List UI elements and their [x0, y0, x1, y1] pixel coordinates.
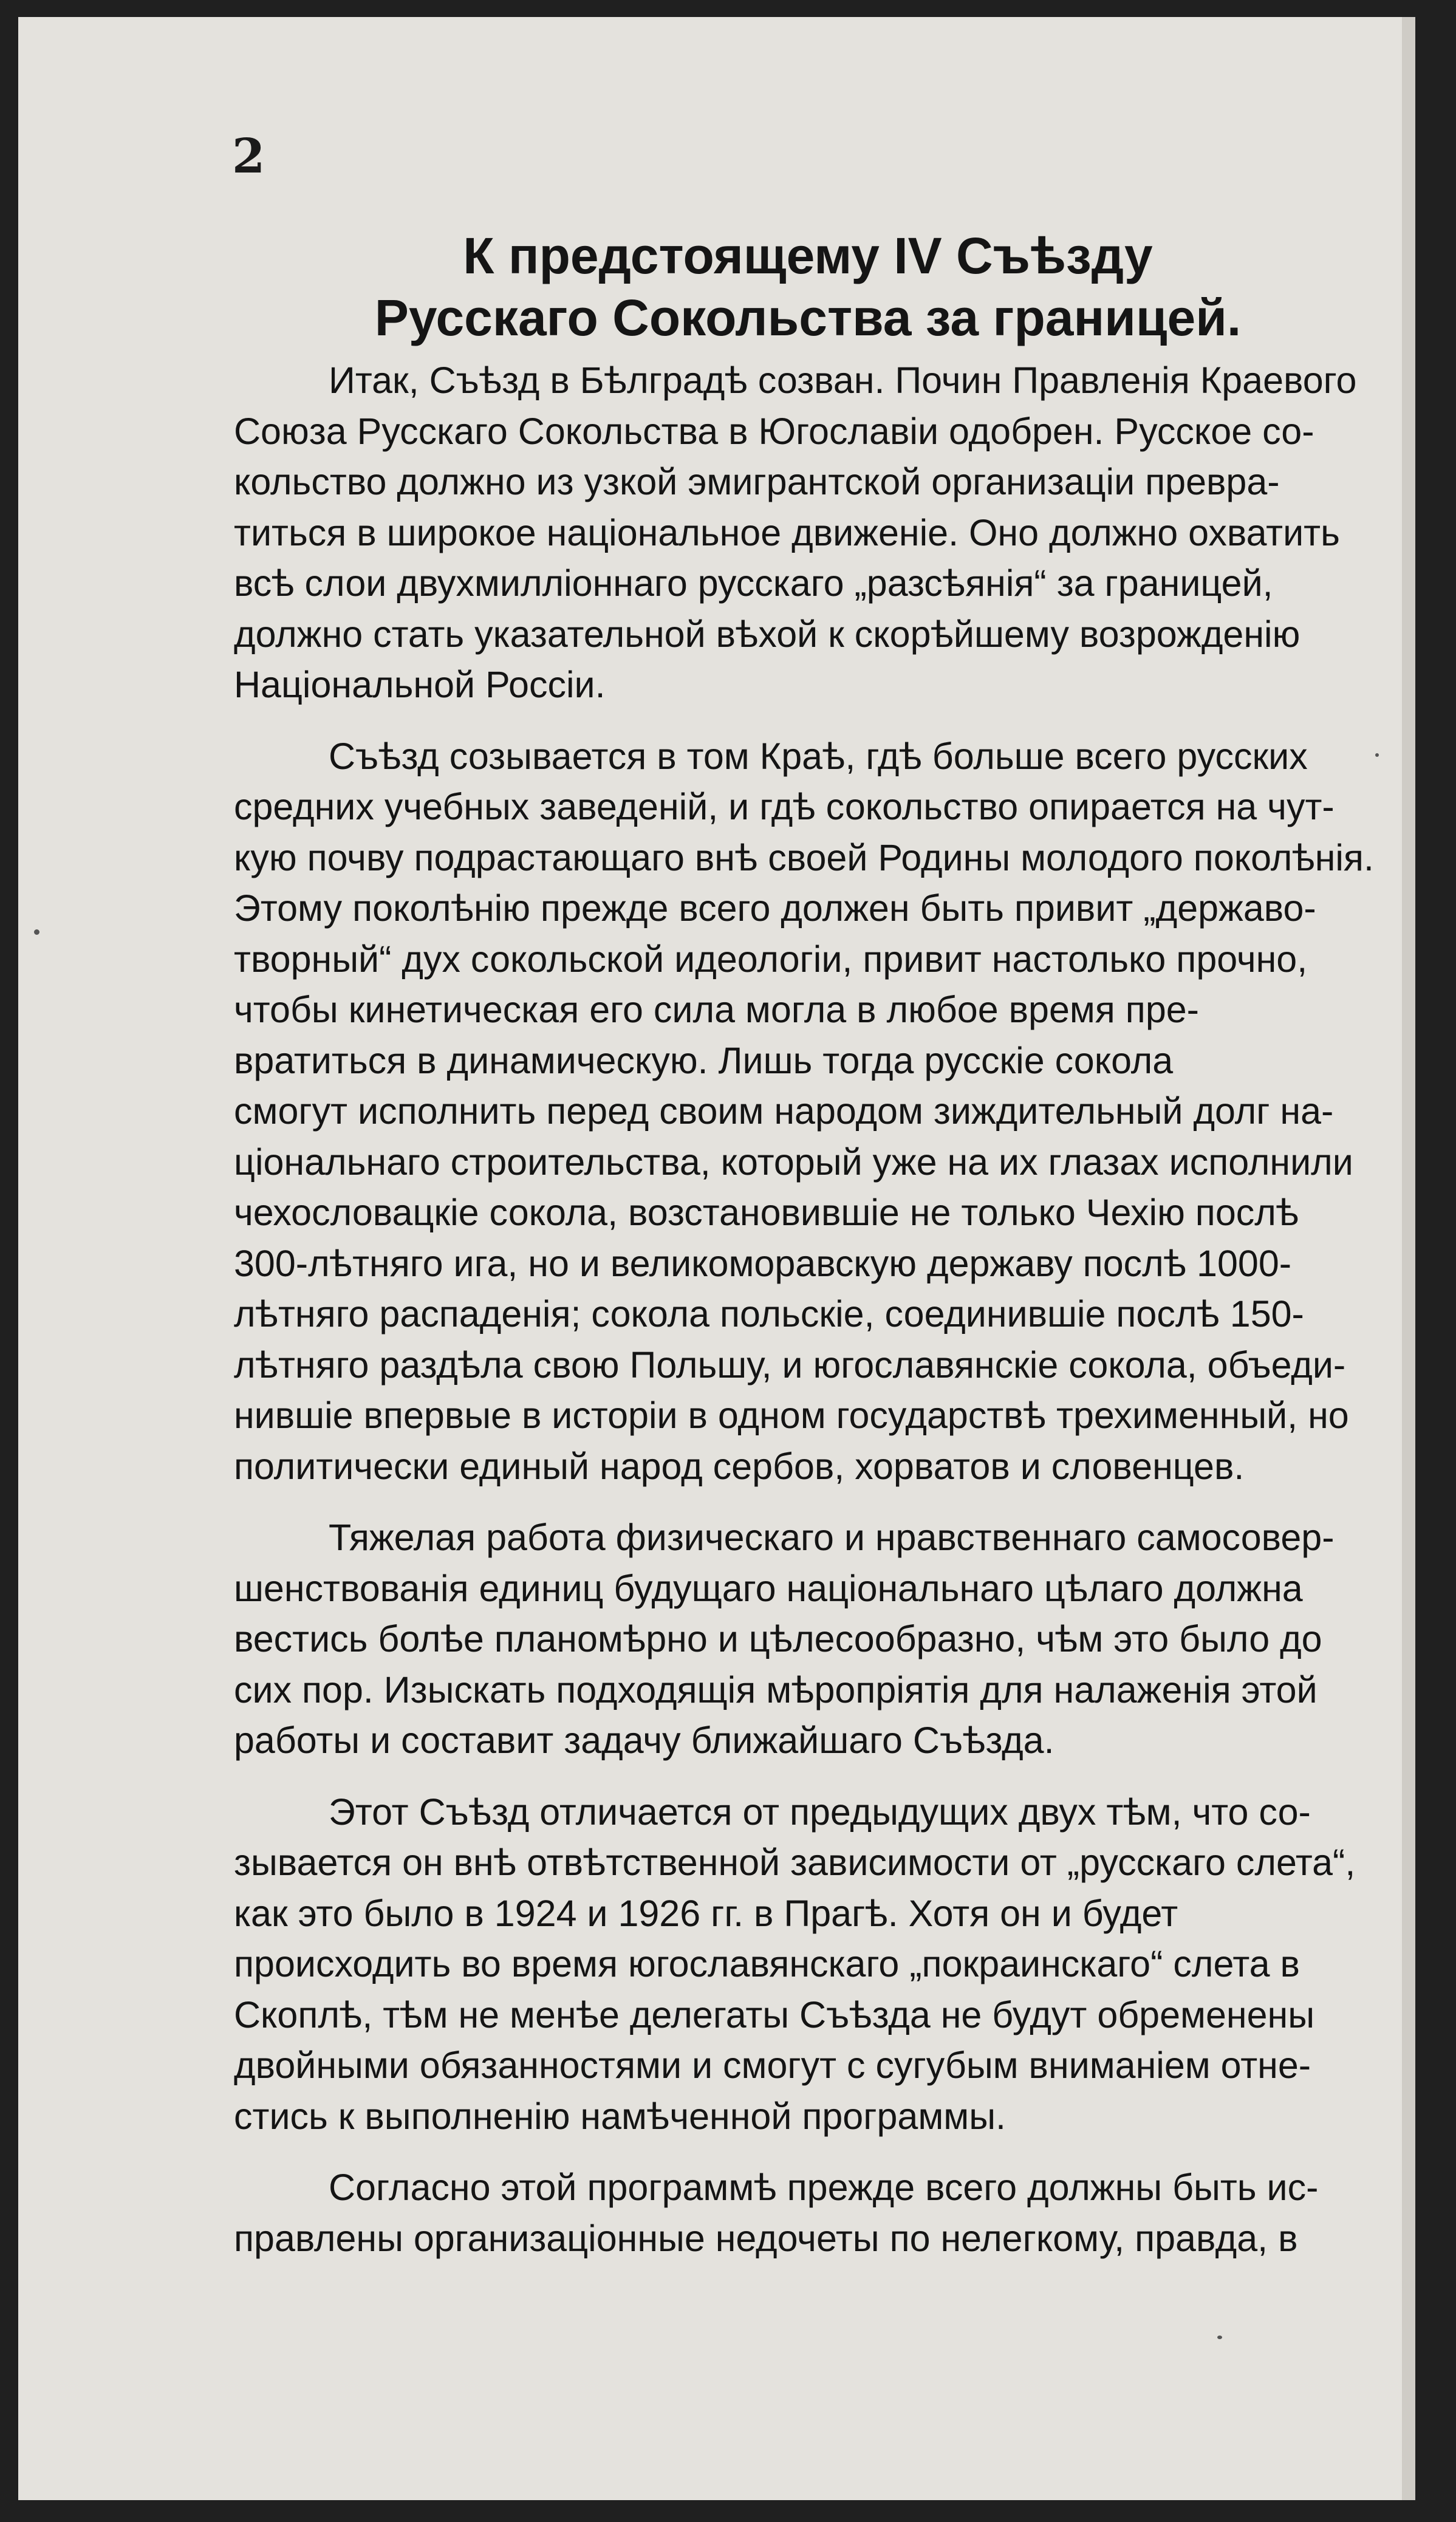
article-body [234, 355, 1385, 2264]
print-speck [34, 929, 39, 935]
page-title [231, 225, 1385, 349]
page-number: 2 [232, 129, 265, 184]
paragraph-1: Итак, Съѣзд в Бѣлградѣ созван. Почин Правленія Краевого Союза Русскаго Сокольства в Югославіи одобрен. Русское со- кольство должно из узкой эмигрантской организаціи превра- титься в широкое національное движеніе. Оно должно охватить всѣ слои двухмилліоннаго русскаго „разсѣянія“ за границей, должно стать указательной вѣхой к скорѣйшему возрожденію Національной Россіи. [234, 360, 1357, 705]
paragraph-4: Этот Съѣзд отличается от предыдущих двух тѣм, что со- зывается он внѣ отвѣтственной зависимости от „русскаго слета“, как это было в 1924 и 1926 гг. в Прагѣ. Хотя он и будет происходить во время югославянскаго „покраинскаго“ слета в Скоплѣ, тѣм не менѣе делегаты Съѣзда не будут обременены двойными обязанностями и смогут с сугубым вниманіем отне- стись к выполненію намѣченной программы. [234, 1791, 1356, 2137]
title-line-1: К предстоящему IV Съѣзду [463, 227, 1153, 284]
paragraph-2: Съѣзд созывается в том Краѣ, гдѣ больше всего русских средних учебных заведеній, и гдѣ сокольство опирается на чут- кую почву подрастающаго внѣ своей Родины молодого поколѣнія. Этому поколѣнію прежде всего должен быть привит „державо- творный“ дух сокольской идеологіи, привит настолько прочно, чтобы кинетическая его сила могла в любое время пре- вратиться в динамическую. Лишь тогда русскіе сокола смогут исполнить перед своим народом зиждительный долг на- ціональнаго строительства, который уже на их глазах исполнили чехословацкіе сокола, возстановившіе не только Чехію послѣ 300-лѣтняго ига, но и великоморавскую державу послѣ 1000- лѣтняго распаденія; сокола польскіе, соединившіе послѣ 150- лѣтняго раздѣла свою Польшу, и югославянскіе сокола, объеди- нившіе впервые в исторіи в одном государствѣ трехименный, но политически единый народ сербов, хорватов и словенцев. [234, 735, 1374, 1487]
print-speck [1375, 753, 1379, 757]
paragraph-5: Согласно этой программѣ прежде всего должны быть ис- правлены организаціонные недочеты по нелегкому, правда, в [234, 2167, 1319, 2259]
title-line-2: Русскаго Сокольства за границей. [374, 289, 1242, 346]
page-edge-shadow [1402, 17, 1415, 2500]
print-speck [1217, 2336, 1222, 2339]
paragraph-3: Тяжелая работа физическаго и нравственнаго самосовер- шенствованія единиц будущаго національнаго цѣлаго должна вестись болѣе планомѣрно и цѣлесообразно, чѣм это было до сих пор. Изыскать подходящія мѣропріятія для налаженія этой работы и составит задачу ближайшаго Съѣзда. [234, 1517, 1335, 1761]
